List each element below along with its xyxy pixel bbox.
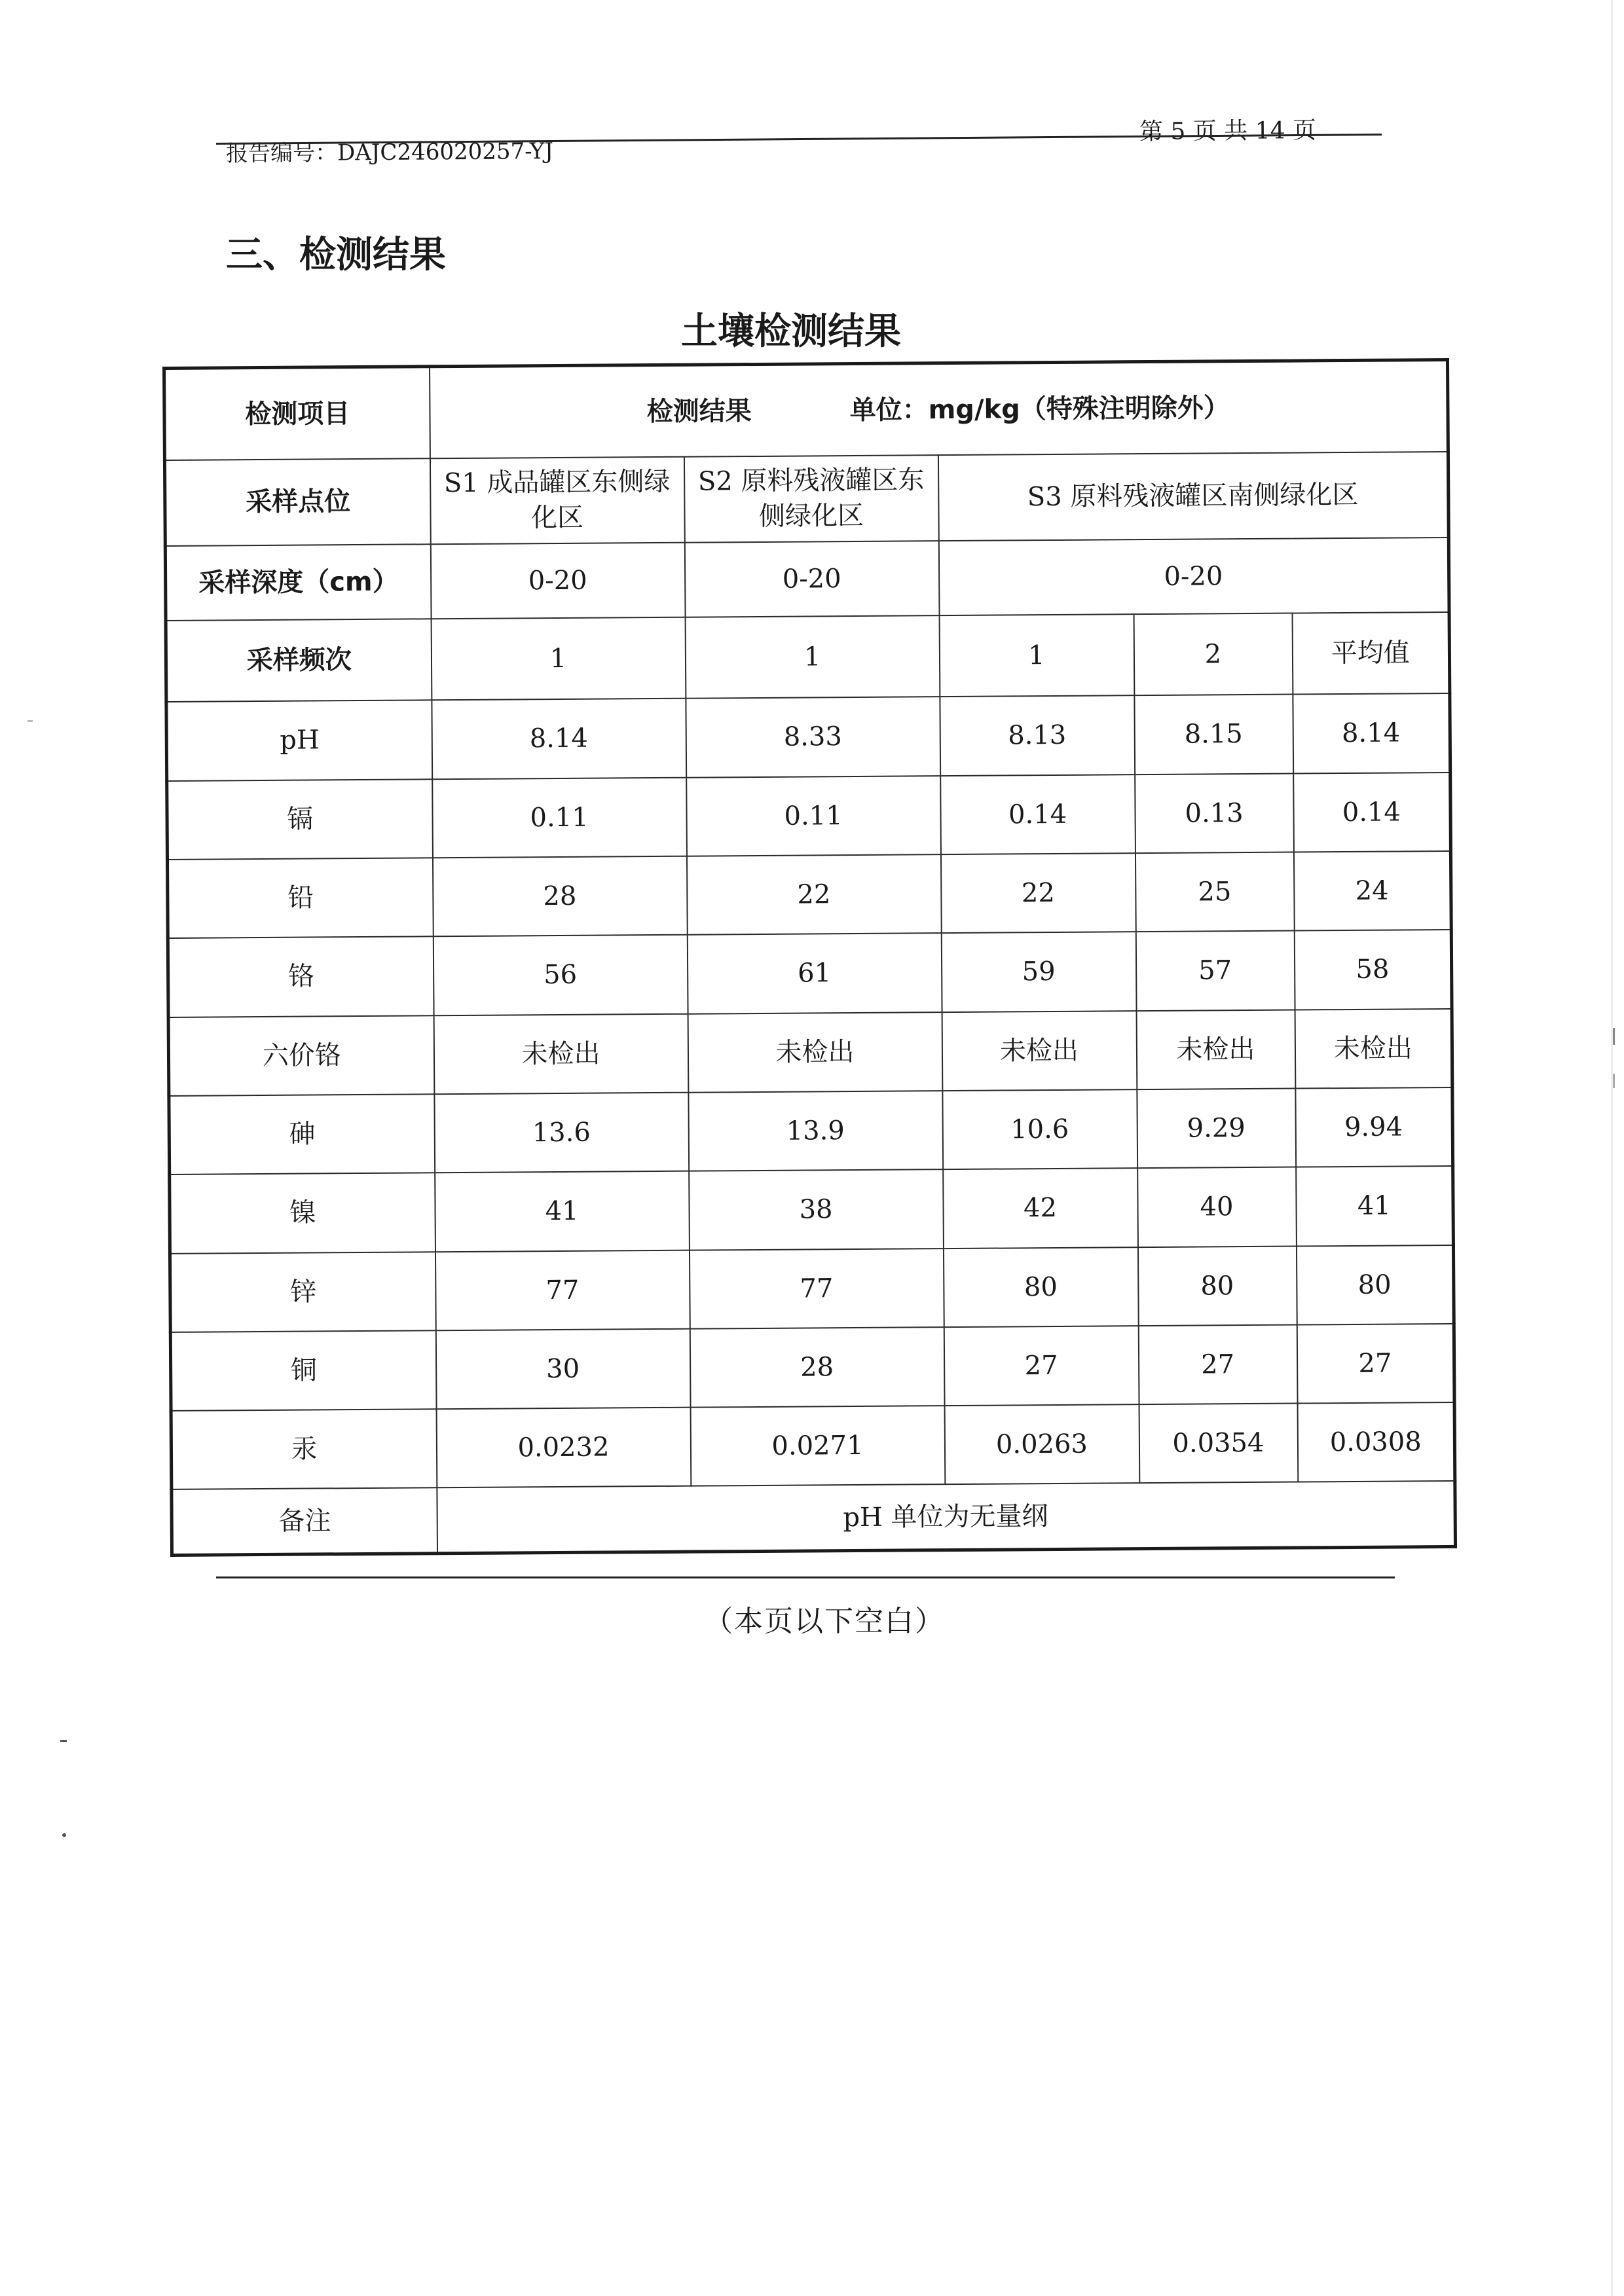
value-cell: 8.14 [1293,693,1450,773]
report-number: 报告编号：DAJC246020257-YJ [225,138,554,167]
remark-row [172,1481,1456,1555]
table-header-row [164,359,1449,460]
value-cell: 77 [435,1250,690,1330]
site-s2: S2 原料残液罐区东侧绿化区 [684,455,938,542]
page-number: 第 5 页 共 14 页 [1139,117,1317,146]
frequency-cell: 平均值 [1292,612,1450,695]
site-label: 采样点位 [164,458,430,545]
depth-s2: 0-20 [684,541,939,617]
table-row [167,773,1451,860]
row-label: pH [166,701,432,781]
value-cell: 8.15 [1134,695,1293,774]
table-row [170,1245,1454,1332]
value-cell: 27 [1297,1324,1454,1404]
scan-speck [62,1833,66,1837]
table-row [171,1402,1455,1489]
value-cell: 0.13 [1135,773,1294,853]
value-cell: 0.14 [940,774,1135,854]
frequency-cell: 2 [1134,613,1293,695]
depth-row [165,538,1449,621]
value-cell: 56 [433,935,688,1015]
scan-edge [1611,0,1613,2296]
value-cell: 8.33 [686,697,940,777]
value-cell: 38 [689,1169,944,1250]
remark-text: pH 单位为无量纲 [437,1481,1456,1553]
value-cell: 9.29 [1137,1088,1296,1168]
value-cell: 13.9 [688,1091,943,1171]
unit-label: 单位：mg/kg（特殊注明除外） [849,392,1230,426]
value-cell: 13.6 [434,1093,689,1173]
value-cell: 22 [940,853,1135,933]
frequency-cell: 1 [431,617,686,701]
row-label: 六价铬 [168,1015,434,1096]
value-cell: 80 [1296,1245,1454,1324]
table-row [166,693,1450,780]
value-cell: 22 [686,854,941,935]
value-cell: 9.94 [1295,1087,1453,1167]
row-label: 砷 [169,1094,435,1175]
value-cell: 27 [1138,1324,1297,1404]
value-cell: 28 [432,856,687,937]
value-cell: 61 [687,933,942,1013]
result-label: 检测结果 [646,395,752,427]
value-cell: 未检出 [434,1013,688,1094]
value-cell: 10.6 [942,1089,1137,1169]
value-cell: 25 [1135,852,1294,932]
results-table-wrapper [162,358,1454,1557]
value-cell: 0.0308 [1297,1402,1455,1482]
value-cell: 未检出 [942,1011,1137,1091]
results-table [162,358,1457,1557]
value-cell: 28 [690,1327,944,1408]
value-cell: 24 [1293,851,1451,931]
frequency-label: 采样频次 [166,619,432,702]
value-cell: 41 [1296,1166,1454,1246]
value-cell: 57 [1135,931,1295,1011]
row-label: 铬 [168,937,434,1017]
value-cell: 41 [435,1171,690,1252]
value-cell: 77 [689,1248,944,1329]
section-title: 三、检测结果 [226,234,446,276]
value-cell: 0.11 [686,776,941,856]
value-cell: 0.14 [1293,773,1451,852]
remark-label: 备注 [172,1488,437,1556]
row-label: 锌 [170,1252,435,1332]
row-label: 铜 [170,1330,436,1411]
value-cell: 0.0232 [436,1408,691,1488]
site-s3: S3 原料残液罐区南侧绿化区 [938,452,1449,541]
scan-speck [60,1740,67,1742]
value-cell: 27 [944,1326,1139,1406]
frequency-row [166,612,1450,702]
value-cell: 未检出 [1295,1009,1452,1089]
table-row [168,1009,1452,1096]
row-label: 汞 [171,1409,437,1489]
table-row [170,1324,1454,1411]
row-label: 镍 [170,1173,435,1253]
value-cell: 58 [1294,930,1452,1010]
site-s1: S1 成品罐区东侧绿化区 [430,457,684,544]
value-cell: 0.11 [432,777,687,858]
value-cell: 未检出 [1136,1010,1295,1089]
value-cell: 80 [1137,1246,1297,1326]
end-note: （本页以下空白） [704,1605,945,1638]
table-title: 土壤检测结果 [681,310,901,353]
table-row [170,1166,1454,1253]
depth-s1: 0-20 [430,542,685,619]
value-cell: 0.0263 [944,1404,1139,1484]
value-cell: 0.0354 [1139,1404,1298,1484]
value-cell: 30 [435,1329,690,1410]
result-unit-cell [430,359,1449,458]
value-cell: 40 [1137,1167,1297,1247]
end-divider [216,1576,1395,1578]
value-cell: 8.14 [432,699,686,779]
frequency-cell: 1 [939,614,1134,697]
value-cell: 0.0271 [690,1406,945,1486]
frequency-cell: 1 [685,615,940,699]
row-label: 镉 [167,779,433,860]
value-cell: 59 [941,932,1136,1011]
table-row [169,1087,1453,1175]
depth-s3: 0-20 [938,538,1449,615]
table-row [168,930,1452,1017]
site-row [164,452,1449,546]
table-row [167,851,1451,938]
depth-label: 采样深度（cm） [165,544,431,621]
value-cell: 8.13 [940,695,1135,775]
value-cell: 80 [943,1247,1138,1327]
value-cell: 未检出 [688,1012,942,1093]
value-cell: 42 [943,1168,1138,1248]
row-label: 铅 [167,858,433,938]
scan-speck [28,720,33,722]
item-label: 检测项目 [164,367,430,460]
